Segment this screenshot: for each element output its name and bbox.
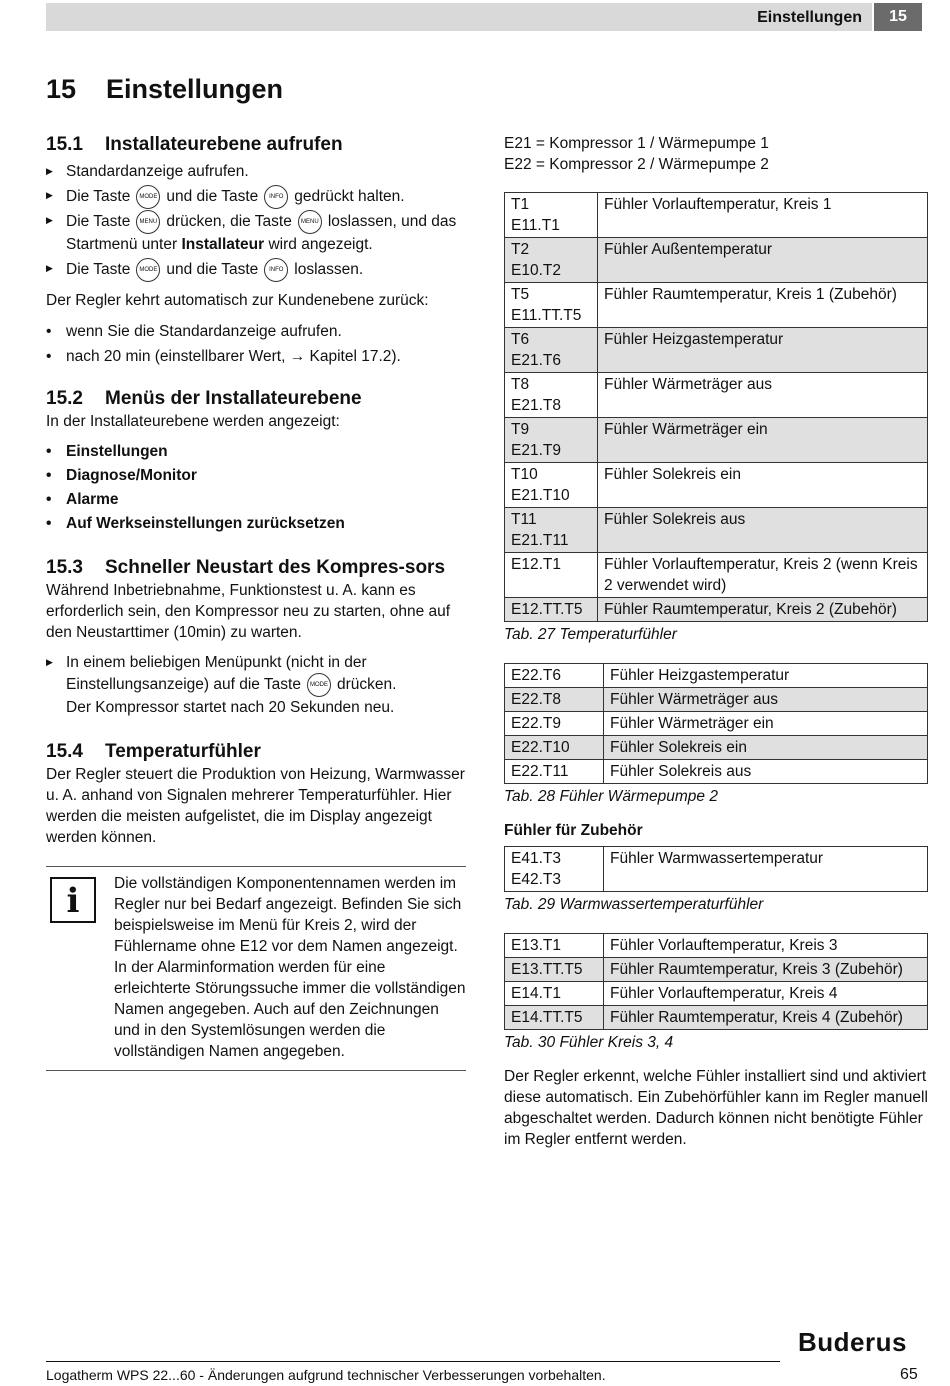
info-key-icon: INFO — [264, 258, 288, 282]
section-15-1-heading: 15.1 Installateurebene aufrufen — [46, 134, 343, 155]
table-row — [505, 328, 928, 373]
sensor-code: T10 E21.T10 — [505, 463, 598, 508]
table-caption: Tab. 29 Warmwassertemperaturfühler — [504, 896, 764, 913]
legend-line: E22 = Kompressor 2 / Wärmepumpe 2 — [504, 156, 769, 173]
sensor-code: E22.T10 — [505, 736, 604, 760]
sensor-description: Fühler Außentemperatur — [598, 238, 928, 283]
step: ▶ Die Taste MODE und die Taste INFO loslassen. — [46, 258, 466, 282]
table-row — [505, 760, 928, 784]
paragraph: Der Regler erkennt, welche Fühler installiert sind und aktiviert diese automatisch. Ein Zubehörfühler kann im Regler manuell abgeschaltet werden. Dadurch können nicht benötigte Fühler im Regler entfernt werden. — [504, 1068, 928, 1148]
sensor-code: T6 E21.T6 — [505, 328, 598, 373]
note-text: In der Alarminformation werden für eine erleichterte Störungssuche immer die vollständigen Namen angegeben. Auch auf den Zeichnungen und in den Systemlösungen werden die vollständigen Namen angegeben. — [114, 959, 466, 1060]
sensor-description: Fühler Wärmeträger aus — [598, 373, 928, 418]
sensor-description: Fühler Solekreis ein — [598, 463, 928, 508]
table-30 — [504, 933, 928, 1030]
table-28 — [504, 663, 928, 784]
list-item: • Alarme — [46, 489, 466, 510]
sensor-description: Fühler Raumtemperatur, Kreis 3 (Zubehör) — [604, 958, 928, 982]
table-row — [505, 1006, 928, 1030]
left-column — [46, 133, 466, 1071]
section-15-3-heading: 15.3 Schneller Neustart des Kompres-sors — [46, 557, 446, 578]
paragraph: Während Inbetriebnahme, Funktionstest u. A. kann es erforderlich sein, den Kompressor neu zu starten, ohne auf den Neustarttimer (10min) zu warten. — [46, 582, 451, 641]
sensor-description: Fühler Raumtemperatur, Kreis 2 (Zubehör) — [598, 598, 928, 622]
paragraph: Der Regler steuert die Produktion von Heizung, Warmwasser u. A. anhand von Signalen mehrerer Temperaturfühler. Hier werden die meisten aufgelistet, die im Display angezeigt werden können. — [46, 766, 465, 846]
sensor-code: E12.TT.T5 — [505, 598, 598, 622]
sensor-code: E41.T3 E42.T3 — [505, 847, 604, 892]
table-caption: Tab. 28 Fühler Wärmepumpe 2 — [504, 788, 718, 805]
info-icon: i — [50, 877, 96, 923]
mode-key-icon: MODE — [307, 673, 331, 697]
table-row — [505, 934, 928, 958]
table-row — [505, 982, 928, 1006]
sensor-code: E12.T1 — [505, 553, 598, 598]
sensor-code: T8 E21.T8 — [505, 373, 598, 418]
footer-text: Logatherm WPS 22...60 - Änderungen aufgrund technischer Verbesserungen vorbehalten. — [46, 1367, 606, 1383]
list-item: • nach 20 min (einstellbarer Wert, → Kapitel 17.2). — [46, 346, 466, 367]
sensor-code: T9 E21.T9 — [505, 418, 598, 463]
sensor-code: T5 E11.TT.T5 — [505, 283, 598, 328]
sensor-code: E14.TT.T5 — [505, 1006, 604, 1030]
info-note — [46, 866, 466, 1071]
header-title: Einstellungen — [757, 9, 862, 26]
sensor-code: E22.T9 — [505, 712, 604, 736]
sensor-description: Fühler Vorlauftemperatur, Kreis 2 (wenn Kreis 2 verwendet wird) — [598, 553, 928, 598]
sensor-code: E22.T6 — [505, 664, 604, 688]
sensor-description: Fühler Vorlauftemperatur, Kreis 4 — [604, 982, 928, 1006]
legend-line: E21 = Kompressor 1 / Wärmepumpe 1 — [504, 135, 769, 152]
subheading: Fühler für Zubehör — [504, 822, 643, 839]
table-29 — [504, 846, 928, 892]
sensor-description: Fühler Wärmeträger ein — [604, 712, 928, 736]
sensor-description: Fühler Wärmeträger ein — [598, 418, 928, 463]
sensor-description: Fühler Raumtemperatur, Kreis 4 (Zubehör) — [604, 1006, 928, 1030]
sensor-description: Fühler Solekreis aus — [598, 508, 928, 553]
sensor-code: E13.TT.T5 — [505, 958, 604, 982]
table-row — [505, 712, 928, 736]
sensor-description: Fühler Raumtemperatur, Kreis 1 (Zubehör) — [598, 283, 928, 328]
table-row — [505, 418, 928, 463]
sensor-description: Fühler Wärmeträger aus — [604, 688, 928, 712]
sensor-description: Fühler Warmwassertemperatur — [604, 847, 928, 892]
step: ▶ Die Taste MODE und die Taste INFO gedrückt halten. — [46, 185, 466, 209]
sensor-description: Fühler Vorlauftemperatur, Kreis 3 — [604, 934, 928, 958]
table-row — [505, 373, 928, 418]
step: ▶ In einem beliebigen Menüpunkt (nicht in der Einstellungsanzeige) auf die Taste MODE drücken. Der Kompressor startet nach 20 Sekunden neu. — [46, 652, 466, 718]
table-row — [505, 688, 928, 712]
info-key-icon: INFO — [264, 185, 288, 209]
list-item: • Einstellungen — [46, 441, 466, 462]
sensor-description: Fühler Vorlauftemperatur, Kreis 1 — [598, 193, 928, 238]
table-row — [505, 736, 928, 760]
table-row — [505, 958, 928, 982]
list-item: • Auf Werkseinstellungen zurücksetzen — [46, 513, 466, 534]
footer-rule — [46, 1361, 780, 1362]
table-row — [505, 463, 928, 508]
mode-key-icon: MODE — [136, 185, 160, 209]
table-row — [505, 847, 928, 892]
table-caption: Tab. 27 Temperaturfühler — [504, 626, 677, 643]
sensor-code: E13.T1 — [505, 934, 604, 958]
step: ▶ Standardanzeige aufrufen. — [46, 161, 466, 182]
header-bar — [46, 3, 872, 31]
sensor-code: T2 E10.T2 — [505, 238, 598, 283]
step: ▶ Die Taste MENU drücken, die Taste MENU loslassen, und das Startmenü unter Installateur wird angezeigt. — [46, 210, 466, 255]
paragraph: Der Regler kehrt automatisch zur Kundenebene zurück: — [46, 292, 429, 309]
menu-key-icon: MENU — [298, 210, 322, 234]
sensor-description: Fühler Heizgastemperatur — [604, 664, 928, 688]
sensor-code: E14.T1 — [505, 982, 604, 1006]
page-number: 65 — [900, 1366, 918, 1383]
sensor-code: T1 E11.T1 — [505, 193, 598, 238]
header-chapter-number: 15 — [874, 3, 922, 31]
table-row — [505, 508, 928, 553]
table-row — [505, 238, 928, 283]
table-caption: Tab. 30 Fühler Kreis 3, 4 — [504, 1034, 674, 1051]
sensor-code: E22.T8 — [505, 688, 604, 712]
table-row — [505, 598, 928, 622]
right-column — [504, 133, 928, 1150]
sensor-code: T11 E21.T11 — [505, 508, 598, 553]
mode-key-icon: MODE — [136, 258, 160, 282]
sensor-description: Fühler Heizgastemperatur — [598, 328, 928, 373]
table-row — [505, 553, 928, 598]
note-text: Die vollständigen Komponentennamen werden im Regler nur bei Bedarf angezeigt. Befinden Sie sich beispielsweise im Menü für Kreis 2, wird der Fühlername ohne E12 vor dem Namen angezeigt. — [114, 875, 462, 955]
section-15-2-heading: 15.2 Menüs der Installateurebene — [46, 388, 362, 409]
section-15-4-heading: 15.4 Temperaturfühler — [46, 741, 261, 762]
chapter-title: 15 Einstellungen — [46, 74, 284, 104]
table-row — [505, 664, 928, 688]
paragraph: In der Installateurebene werden angezeigt: — [46, 413, 340, 430]
menu-key-icon: MENU — [136, 210, 160, 234]
table-row — [505, 283, 928, 328]
list-item: • Diagnose/Monitor — [46, 465, 466, 486]
sensor-code: E22.T11 — [505, 760, 604, 784]
table-row — [505, 193, 928, 238]
list-item: • wenn Sie die Standardanzeige aufrufen. — [46, 321, 466, 342]
table-27 — [504, 192, 928, 622]
brand-logo: Buderus — [798, 1327, 907, 1357]
sensor-description: Fühler Solekreis ein — [604, 736, 928, 760]
sensor-description: Fühler Solekreis aus — [604, 760, 928, 784]
